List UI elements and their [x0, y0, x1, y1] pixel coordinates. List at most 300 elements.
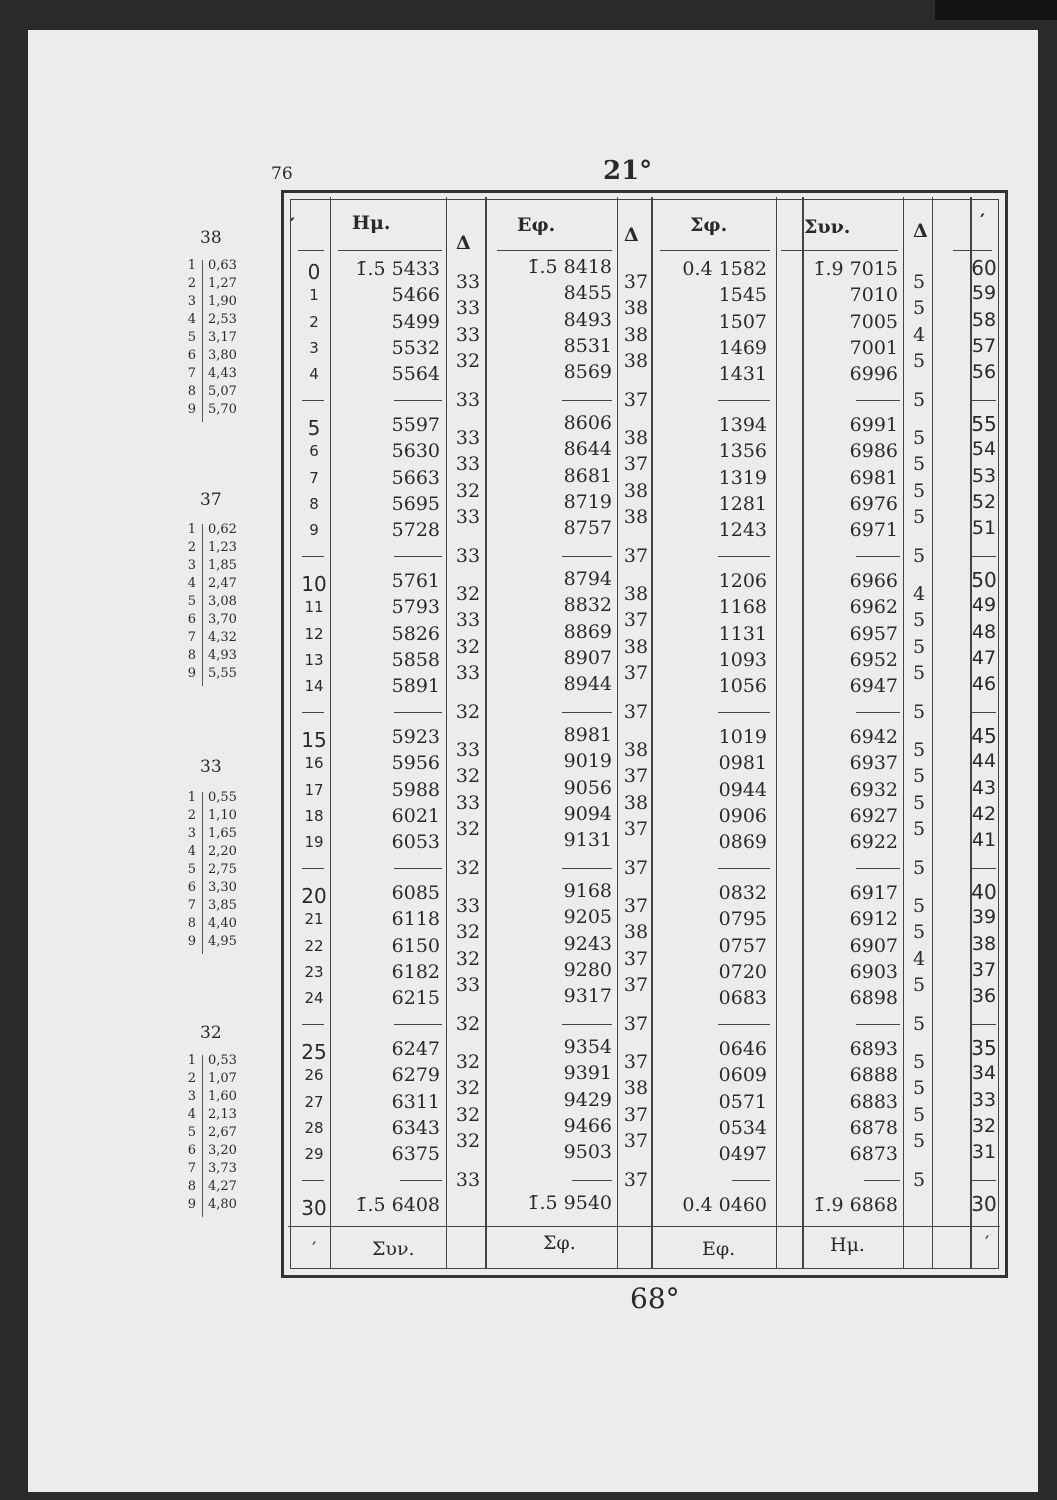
- group-dash-cosine: [856, 1024, 900, 1025]
- prop-parts-value: 1,07: [208, 1071, 237, 1086]
- header-cosine: Συν.: [804, 216, 851, 238]
- cotangent-value: 0906: [718, 804, 767, 827]
- footer-minutes-right: ′: [985, 1232, 990, 1254]
- tangent-value: 8869: [563, 620, 612, 643]
- prop-parts-divider: [202, 260, 203, 422]
- cosine-value: 7010: [849, 284, 898, 307]
- prop-parts-digit: 3: [187, 1089, 196, 1104]
- cotangent-value: 0795: [718, 908, 767, 931]
- prop-parts-value: 2,75: [208, 862, 237, 877]
- minute-label: 23: [304, 962, 324, 981]
- prop-parts-value: 1,85: [208, 558, 237, 573]
- header-underline: [953, 250, 992, 251]
- prop-parts-value: 3,17: [208, 330, 237, 345]
- minute-label-right: 33: [971, 1088, 997, 1111]
- header-cotangent: Σφ.: [690, 214, 728, 236]
- minute-label: 11: [304, 598, 324, 617]
- difference-value: 38: [623, 635, 649, 658]
- difference-value: 33: [455, 506, 481, 529]
- prop-parts-value: 1,90: [208, 294, 237, 309]
- prop-parts-digit: 5: [187, 330, 196, 345]
- sine-value: 5891: [391, 675, 440, 698]
- prop-parts-value: 2,13: [208, 1107, 237, 1122]
- minute-label: 10: [301, 572, 327, 596]
- tangent-value: 8907: [563, 646, 612, 669]
- tangent-value: 9168: [563, 880, 612, 902]
- group-dash-sine: [400, 1180, 442, 1181]
- prop-parts-value: 3,30: [208, 880, 237, 895]
- prop-parts-value: 3,85: [208, 898, 237, 913]
- group-dash-min: [302, 400, 324, 401]
- minute-label-right: 47: [971, 646, 997, 669]
- prop-parts-digit: 5: [187, 1125, 196, 1140]
- difference-value: 4: [912, 583, 926, 606]
- prop-parts-header: 37: [200, 490, 222, 510]
- sine-value: 5564: [391, 363, 440, 386]
- group-dash-min-right: [972, 868, 996, 869]
- minute-label-right: 42: [971, 802, 997, 825]
- minute-label: 4: [309, 365, 319, 384]
- difference-value: 37: [623, 765, 649, 788]
- tangent-value: 1̄.5 8418: [527, 256, 612, 278]
- minute-label-right: 59: [971, 282, 997, 305]
- prop-parts-digit: 9: [187, 1197, 196, 1212]
- sine-value: 6021: [391, 804, 440, 827]
- difference-value: 5: [912, 856, 926, 879]
- difference-value: 33: [455, 427, 481, 450]
- minute-label: 30: [301, 1196, 327, 1220]
- minute-label: 29: [304, 1145, 324, 1164]
- prop-parts-value: 0,63: [208, 258, 237, 273]
- minute-label-right: 41: [971, 829, 997, 852]
- tangent-value: 8757: [563, 517, 612, 540]
- prop-parts-digit: 2: [187, 540, 196, 555]
- minute-label-right: 44: [971, 750, 997, 773]
- cotangent-value: 1356: [718, 440, 767, 463]
- cosine-value: 6907: [849, 934, 898, 957]
- cotangent-value: 0981: [718, 752, 767, 775]
- column-divider: [446, 197, 447, 1268]
- prop-parts-value: 1,10: [208, 808, 237, 823]
- difference-value: 38: [623, 479, 649, 502]
- tangent-value: 9019: [563, 750, 612, 773]
- minute-label: 25: [301, 1040, 327, 1064]
- minute-label: 26: [304, 1066, 324, 1085]
- difference-value: 38: [623, 323, 649, 346]
- difference-value: 5: [912, 700, 926, 723]
- cotangent-value: 1319: [718, 466, 767, 489]
- difference-value: 5: [912, 506, 926, 529]
- difference-value: 37: [623, 1168, 649, 1191]
- difference-value: 37: [623, 974, 649, 997]
- minute-label: 6: [309, 442, 319, 461]
- difference-value: 33: [455, 453, 481, 476]
- sine-value: 5597: [391, 414, 440, 436]
- cosine-value: 6966: [849, 570, 898, 592]
- header-sine: Ημ.: [352, 212, 391, 234]
- cotangent-value: 1394: [718, 414, 767, 436]
- difference-value: 32: [455, 1130, 481, 1153]
- prop-parts-digit: 6: [187, 348, 196, 363]
- cosine-value: 6952: [849, 648, 898, 671]
- difference-value: 5: [912, 297, 926, 320]
- sine-value: 5630: [391, 440, 440, 463]
- prop-parts-value: 4,93: [208, 648, 237, 663]
- prop-parts-digit: 2: [187, 276, 196, 291]
- prop-parts-digit: 3: [187, 558, 196, 573]
- minute-label: 15: [301, 728, 327, 752]
- minute-label-right: 30: [971, 1192, 997, 1216]
- difference-value: 33: [455, 895, 481, 918]
- minute-label: 0: [307, 260, 321, 284]
- difference-value: 37: [623, 947, 649, 970]
- group-dash-min-right: [972, 1024, 996, 1025]
- difference-value: 32: [455, 765, 481, 788]
- cotangent-value: 1431: [718, 363, 767, 386]
- prop-parts-digit: 4: [187, 1107, 196, 1122]
- difference-value: 32: [455, 1077, 481, 1100]
- group-dash-min: [302, 1180, 324, 1181]
- sine-value: 6311: [391, 1090, 440, 1113]
- group-dash-cotangent: [718, 400, 770, 401]
- cosine-value: 6912: [849, 908, 898, 931]
- difference-value: 5: [912, 427, 926, 450]
- difference-value: 37: [623, 1051, 649, 1074]
- minute-label-right: 46: [971, 673, 997, 696]
- sine-value: 6215: [391, 987, 440, 1010]
- footer-sine: Ημ.: [830, 1234, 865, 1256]
- cotangent-value: 0534: [718, 1116, 767, 1139]
- header-underline: [660, 250, 770, 251]
- minute-label: 12: [304, 624, 324, 643]
- footer-tangent: Εφ.: [702, 1238, 736, 1260]
- cotangent-value: 0757: [718, 934, 767, 957]
- tangent-value: 8719: [563, 490, 612, 513]
- prop-parts-digit: 7: [187, 1161, 196, 1176]
- difference-value: 32: [455, 350, 481, 373]
- tangent-value: 8606: [563, 412, 612, 434]
- tangent-value: 8981: [563, 724, 612, 746]
- minute-label-right: 54: [971, 438, 997, 461]
- difference-value: 5: [912, 1077, 926, 1100]
- group-dash-min: [302, 1024, 324, 1025]
- group-dash-min-right: [972, 1180, 996, 1181]
- difference-value: 5: [912, 388, 926, 411]
- difference-value: 33: [455, 739, 481, 762]
- cosine-value: 6883: [849, 1090, 898, 1113]
- prop-parts-digit: 9: [187, 934, 196, 949]
- minute-label-right: 49: [971, 594, 997, 617]
- tangent-value: 9429: [563, 1088, 612, 1111]
- minute-label-right: 50: [971, 568, 997, 592]
- difference-value: 32: [455, 635, 481, 658]
- prop-parts-digit: 3: [187, 294, 196, 309]
- prop-parts-value: 1,27: [208, 276, 237, 291]
- prop-parts-value: 4,43: [208, 366, 237, 381]
- prop-parts-value: 5,55: [208, 666, 237, 681]
- group-dash-sine: [394, 400, 442, 401]
- prop-parts-value: 0,62: [208, 522, 237, 537]
- sine-value: 5499: [391, 310, 440, 333]
- prop-parts-digit: 3: [187, 826, 196, 841]
- difference-value: 38: [623, 739, 649, 762]
- minute-label: 21: [304, 910, 324, 929]
- group-dash-min-right: [972, 712, 996, 713]
- cosine-value: 7005: [849, 310, 898, 333]
- prop-parts-header: 38: [200, 228, 222, 248]
- prop-parts-value: 5,07: [208, 384, 237, 399]
- tangent-value: 9205: [563, 906, 612, 929]
- cosine-value: 6917: [849, 882, 898, 904]
- difference-value: 38: [623, 583, 649, 606]
- group-dash-cosine: [856, 400, 900, 401]
- cotangent-value: 0683: [718, 987, 767, 1010]
- minute-label-right: 58: [971, 308, 997, 331]
- tangent-value: 1̄.5 9540: [527, 1192, 612, 1214]
- sine-value: 5728: [391, 519, 440, 542]
- difference-value: 5: [912, 1130, 926, 1153]
- difference-value: 38: [623, 1077, 649, 1100]
- difference-value: 38: [623, 506, 649, 529]
- cotangent-value: 0.4 0460: [682, 1194, 767, 1216]
- difference-value: 37: [623, 388, 649, 411]
- cotangent-value: 1168: [718, 596, 767, 619]
- minute-label-right: 51: [971, 517, 997, 540]
- tangent-value: 8644: [563, 438, 612, 461]
- prop-parts-value: 3,80: [208, 348, 237, 363]
- prop-parts-digit: 2: [187, 808, 196, 823]
- sine-value: 1̄.5 6408: [355, 1194, 440, 1216]
- prop-parts-divider: [202, 524, 203, 686]
- prop-parts-digit: 4: [187, 312, 196, 327]
- tangent-value: 9317: [563, 985, 612, 1008]
- sine-value: 5466: [391, 284, 440, 307]
- group-dash-sine: [394, 868, 442, 869]
- header-minutes: ′: [290, 214, 296, 236]
- difference-value: 37: [623, 818, 649, 841]
- prop-parts-digit: 6: [187, 612, 196, 627]
- minute-label: 24: [304, 989, 324, 1008]
- prop-parts-digit: 4: [187, 576, 196, 591]
- group-dash-tangent: [562, 712, 612, 713]
- cosine-value: 6893: [849, 1038, 898, 1060]
- prop-parts-value: 2,47: [208, 576, 237, 591]
- cosine-value: 6957: [849, 622, 898, 645]
- difference-value: 32: [455, 1012, 481, 1035]
- cosine-value: 6942: [849, 726, 898, 748]
- group-dash-cotangent: [732, 1180, 770, 1181]
- prop-parts-digit: 7: [187, 366, 196, 381]
- sine-value: 6247: [391, 1038, 440, 1060]
- prop-parts-value: 1,60: [208, 1089, 237, 1104]
- difference-value: 32: [455, 856, 481, 879]
- sine-value: 5663: [391, 466, 440, 489]
- cotangent-value: 1281: [718, 492, 767, 515]
- tangent-value: 9094: [563, 802, 612, 825]
- minute-label-right: 53: [971, 464, 997, 487]
- tangent-value: 8681: [563, 464, 612, 487]
- footer-rule: [288, 1226, 1000, 1227]
- cotangent-value: 0497: [718, 1143, 767, 1166]
- sine-value: 6182: [391, 960, 440, 983]
- prop-parts-digit: 1: [187, 790, 196, 805]
- difference-value: 33: [455, 974, 481, 997]
- difference-value: 5: [912, 1051, 926, 1074]
- cosine-value: 6962: [849, 596, 898, 619]
- group-dash-tangent: [572, 1180, 612, 1181]
- sine-value: 5826: [391, 622, 440, 645]
- difference-value: 5: [912, 453, 926, 476]
- difference-value: 32: [455, 700, 481, 723]
- difference-value: 5: [912, 350, 926, 373]
- difference-value: 32: [455, 818, 481, 841]
- tangent-value: 9243: [563, 932, 612, 955]
- difference-value: 37: [623, 700, 649, 723]
- minute-label-right: 55: [971, 412, 997, 436]
- minute-label-right: 39: [971, 906, 997, 929]
- group-dash-cosine: [856, 712, 900, 713]
- cosine-value: 6903: [849, 960, 898, 983]
- minute-label: 3: [309, 338, 319, 357]
- minute-label: 27: [304, 1092, 324, 1111]
- difference-value: 4: [912, 947, 926, 970]
- cosine-value: 1̄.9 6868: [813, 1194, 898, 1216]
- minute-label-right: 40: [971, 880, 997, 904]
- column-divider: [776, 197, 777, 1268]
- group-dash-cosine: [856, 868, 900, 869]
- prop-parts-digit: 7: [187, 630, 196, 645]
- sine-value: 5923: [391, 726, 440, 748]
- prop-parts-digit: 8: [187, 1179, 196, 1194]
- cotangent-value: 1019: [718, 726, 767, 748]
- difference-value: 32: [455, 921, 481, 944]
- cosine-value: 6986: [849, 440, 898, 463]
- prop-parts-value: 4,80: [208, 1197, 237, 1212]
- cosine-value: 6878: [849, 1116, 898, 1139]
- prop-parts-value: 2,53: [208, 312, 237, 327]
- prop-parts-digit: 7: [187, 898, 196, 913]
- group-dash-min: [302, 556, 324, 557]
- minute-label: 19: [304, 833, 324, 852]
- difference-value: 37: [623, 609, 649, 632]
- sine-value: 5793: [391, 596, 440, 619]
- header-delta-2: Δ: [624, 224, 639, 246]
- difference-value: 5: [912, 609, 926, 632]
- sine-value: 5532: [391, 336, 440, 359]
- cotangent-value: 0609: [718, 1064, 767, 1087]
- prop-parts-value: 0,55: [208, 790, 237, 805]
- minute-label: 20: [301, 884, 327, 908]
- difference-value: 5: [912, 1168, 926, 1191]
- cotangent-value: 1093: [718, 648, 767, 671]
- header-underline: [298, 250, 324, 251]
- cotangent-value: 1545: [718, 284, 767, 307]
- minute-label-right: 36: [971, 985, 997, 1008]
- minute-label-right: 35: [971, 1036, 997, 1060]
- tangent-value: 8493: [563, 308, 612, 331]
- minute-label: 14: [304, 677, 324, 696]
- prop-parts-value: 0,53: [208, 1053, 237, 1068]
- difference-value: 37: [623, 856, 649, 879]
- prop-parts-digit: 1: [187, 522, 196, 537]
- column-divider: [617, 197, 618, 1268]
- group-dash-min-right: [972, 556, 996, 557]
- difference-value: 5: [912, 895, 926, 918]
- minute-label-right: 31: [971, 1141, 997, 1164]
- cotangent-value: 0869: [718, 831, 767, 854]
- prop-parts-header: 33: [200, 757, 222, 777]
- cosine-value: 6922: [849, 831, 898, 854]
- minute-label: 22: [304, 936, 324, 955]
- difference-value: 5: [912, 635, 926, 658]
- cosine-value: 6981: [849, 466, 898, 489]
- sine-value: 5988: [391, 778, 440, 801]
- difference-value: 4: [912, 323, 926, 346]
- sine-value: 1̄.5 5433: [355, 258, 440, 280]
- prop-parts-value: 4,27: [208, 1179, 237, 1194]
- tangent-value: 9391: [563, 1062, 612, 1085]
- cosine-value: 6996: [849, 363, 898, 386]
- cotangent-value: 1131: [718, 622, 767, 645]
- minute-label-right: 56: [971, 361, 997, 384]
- difference-value: 33: [455, 388, 481, 411]
- degree-top: 21°: [603, 156, 653, 186]
- minute-label: 17: [304, 780, 324, 799]
- difference-value: 5: [912, 765, 926, 788]
- difference-value: 33: [455, 791, 481, 814]
- cotangent-value: 1056: [718, 675, 767, 698]
- prop-parts-value: 1,65: [208, 826, 237, 841]
- prop-parts-digit: 6: [187, 880, 196, 895]
- cosine-value: 6888: [849, 1064, 898, 1087]
- minute-label: 2: [309, 312, 319, 331]
- minute-label-right: 32: [971, 1114, 997, 1137]
- cosine-value: 6873: [849, 1143, 898, 1166]
- tangent-value: 8944: [563, 673, 612, 696]
- cotangent-value: 0.4 1582: [682, 258, 767, 280]
- sine-value: 6343: [391, 1116, 440, 1139]
- header-minutes-right: ′: [980, 210, 986, 232]
- difference-value: 5: [912, 818, 926, 841]
- difference-value: 37: [623, 271, 649, 294]
- difference-value: 32: [455, 947, 481, 970]
- prop-parts-digit: 4: [187, 844, 196, 859]
- prop-parts-value: 1,23: [208, 540, 237, 555]
- tangent-value: 9131: [563, 829, 612, 852]
- prop-parts-digit: 8: [187, 916, 196, 931]
- difference-value: 32: [455, 1051, 481, 1074]
- group-dash-cotangent: [718, 556, 770, 557]
- cotangent-value: 0720: [718, 960, 767, 983]
- difference-value: 33: [455, 297, 481, 320]
- tangent-value: 9466: [563, 1114, 612, 1137]
- minute-label-right: 45: [971, 724, 997, 748]
- prop-parts-header: 32: [200, 1023, 222, 1043]
- sine-value: 5761: [391, 570, 440, 592]
- prop-parts-value: 4,32: [208, 630, 237, 645]
- difference-value: 33: [455, 1168, 481, 1191]
- prop-parts-divider: [202, 1055, 203, 1217]
- prop-parts-divider: [202, 792, 203, 954]
- difference-value: 33: [455, 609, 481, 632]
- minute-label: 7: [309, 468, 319, 487]
- prop-parts-digit: 1: [187, 258, 196, 273]
- minute-label: 16: [304, 754, 324, 773]
- cosine-value: 7001: [849, 336, 898, 359]
- sine-value: 5695: [391, 492, 440, 515]
- prop-parts-digit: 8: [187, 384, 196, 399]
- tangent-value: 8569: [563, 361, 612, 384]
